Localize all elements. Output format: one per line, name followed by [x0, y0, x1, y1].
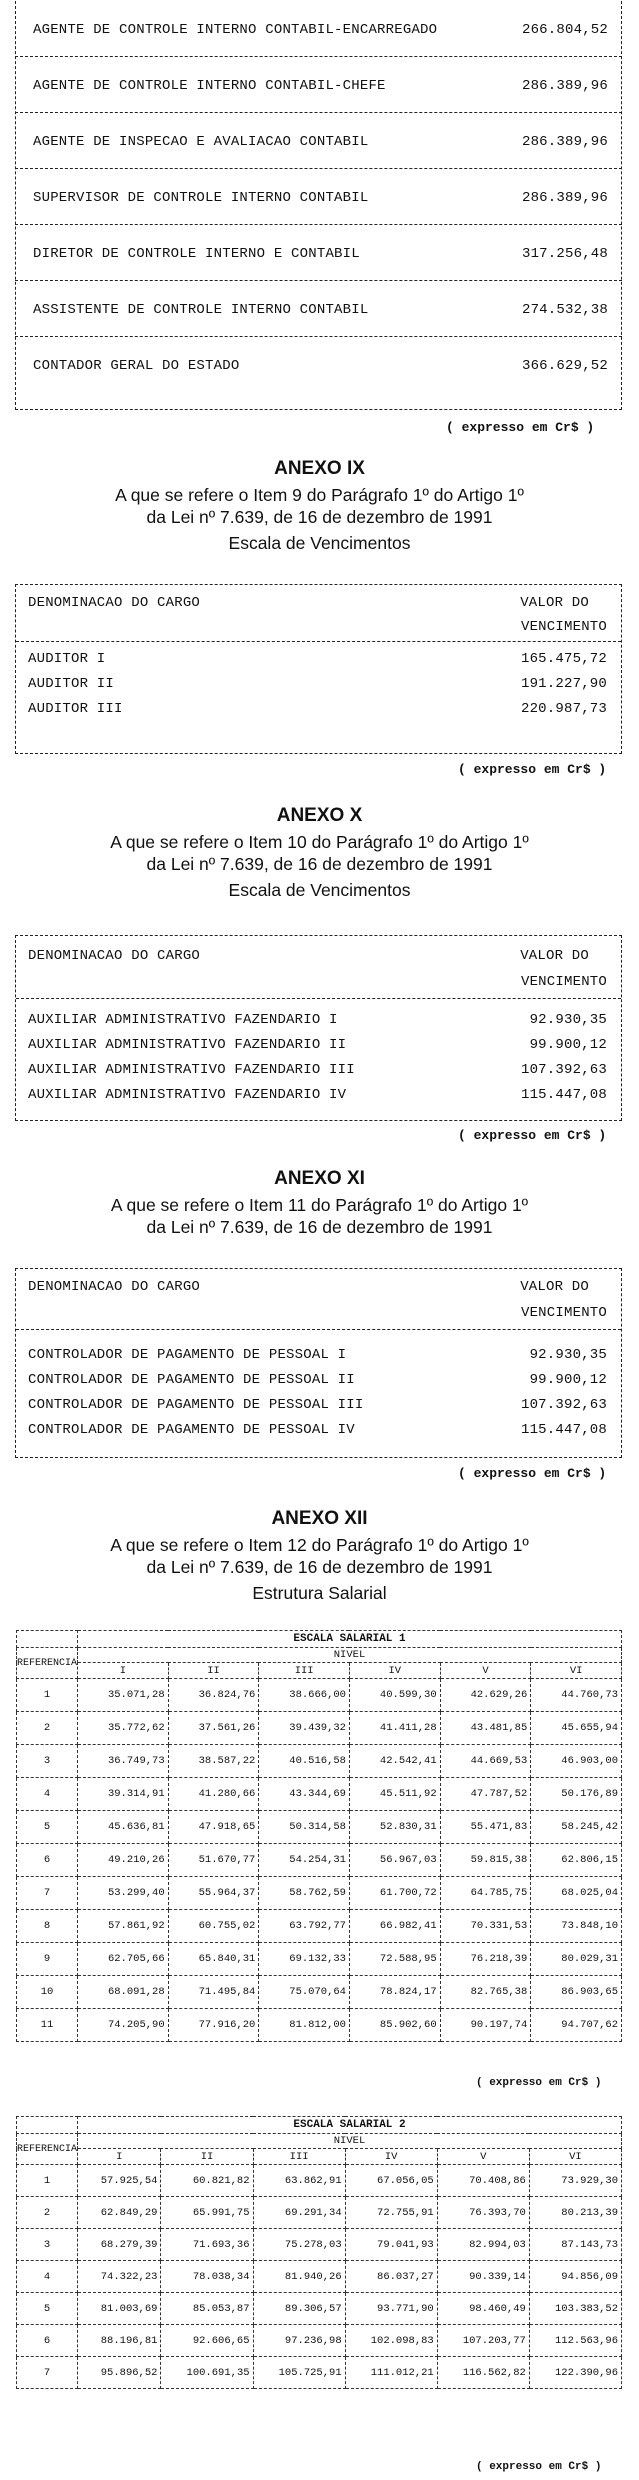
- column-header-cargo: DENOMINACAO DO CARGO: [28, 948, 201, 964]
- salary-cell: 69.291,34: [253, 2197, 345, 2229]
- reference-cell: 2: [17, 1712, 78, 1745]
- column-header-vencimento: VENCIMENTO: [520, 619, 607, 635]
- scale-title: ESCALA SALARIAL 2: [78, 2117, 622, 2134]
- currency-note: ( expresso em Cr$ ): [458, 1466, 607, 1481]
- reference-cell: 8: [17, 1910, 78, 1943]
- salary-cell: 54.254,31: [259, 1844, 350, 1877]
- salary-cell: 94.856,09: [529, 2261, 621, 2293]
- salary-cell: 53.299,40: [78, 1877, 169, 1910]
- reference-cell: 5: [17, 2293, 78, 2325]
- table-row: [17, 1811, 622, 1844]
- cargo-value: 115.447,08: [520, 1422, 607, 1438]
- salary-cell: 103.383,52: [529, 2293, 621, 2325]
- cargo-name: CONTROLADOR DE PAGAMENTO DE PESSOAL III: [28, 1397, 364, 1413]
- salary-cell: 102.098,83: [345, 2325, 437, 2357]
- salary-cell: 87.143,73: [529, 2229, 621, 2261]
- salary-cell: 42.629,26: [440, 1679, 531, 1712]
- salary-cell: 81.812,00: [259, 2009, 350, 2042]
- reference-header: REFERENCIA: [17, 1648, 78, 1679]
- cargo-value: 99.900,12: [529, 1372, 607, 1388]
- salary-cell: 64.785,75: [440, 1877, 531, 1910]
- salary-cell: 105.725,91: [253, 2357, 345, 2389]
- salary-cell: 66.982,41: [349, 1910, 440, 1943]
- salary-cell: 111.012,21: [345, 2357, 437, 2389]
- salary-cell: 43.344,69: [259, 1778, 350, 1811]
- anexo-xii-heading: [0, 1508, 639, 1604]
- level-header: II: [161, 2149, 253, 2165]
- cargo-value: 191.227,90: [520, 676, 607, 692]
- reference-cell: 1: [17, 2165, 78, 2197]
- table-row: [17, 1844, 622, 1877]
- annex-subtitle: Estrutura Salarial: [252, 1583, 387, 1603]
- annex-title: ANEXO XII: [271, 1508, 368, 1529]
- salary-cell: 39.439,32: [259, 1712, 350, 1745]
- salary-cell: 81.003,69: [78, 2293, 161, 2325]
- annex-title: ANEXO X: [276, 805, 363, 826]
- annex-subtitle: Escala de Vencimentos: [228, 533, 411, 553]
- salary-cell: 69.132,33: [259, 1943, 350, 1976]
- salary-cell: 70.408,86: [437, 2165, 529, 2197]
- annex-reference-line: A que se refere o Item 11 do Parágrafo 1º do Artigo 1º: [110, 1195, 529, 1215]
- salary-cell: 79.041,93: [345, 2229, 437, 2261]
- table-row: [17, 2261, 622, 2293]
- salary-cell: 42.542,41: [349, 1745, 440, 1778]
- cargo-name: AGENTE DE CONTROLE INTERNO CONTABIL-CHEFE: [33, 78, 386, 94]
- salary-cell: 65.991,75: [161, 2197, 253, 2229]
- table-row: [17, 1778, 622, 1811]
- annex-law-line: da Lei nº 7.639, de 16 de dezembro de 1991: [146, 1557, 493, 1577]
- salary-cell: 76.218,39: [440, 1943, 531, 1976]
- salary-cell: 93.771,90: [345, 2293, 437, 2325]
- salary-cell: 74.322,23: [78, 2261, 161, 2293]
- annex-reference-line: A que se refere o Item 12 do Parágrafo 1º do Artigo 1º: [110, 1535, 529, 1555]
- header-divider: [16, 998, 621, 999]
- salary-cell: 94.707,62: [531, 2009, 622, 2042]
- cargos-table-rows: [15, 0, 622, 412]
- salary-cell: 72.588,95: [349, 1943, 440, 1976]
- salary-cell: 44.669,53: [440, 1745, 531, 1778]
- cargo-name: AGENTE DE INSPECAO E AVALIACAO CONTABIL: [33, 134, 369, 150]
- salary-cell: 50.176,89: [531, 1778, 622, 1811]
- cargo-name: AUDITOR III: [28, 701, 123, 717]
- cargo-name: SUPERVISOR DE CONTROLE INTERNO CONTABIL: [33, 190, 369, 206]
- cargo-name: AUDITOR I: [28, 651, 106, 667]
- annex-law-line: da Lei nº 7.639, de 16 de dezembro de 1991: [146, 507, 493, 527]
- salary-cell: 82.994,03: [437, 2229, 529, 2261]
- cargo-name: CONTROLADOR DE PAGAMENTO DE PESSOAL I: [28, 1347, 347, 1363]
- salary-cell: 38.587,22: [168, 1745, 259, 1778]
- row-divider: [15, 280, 622, 281]
- cargo-value: 92.930,35: [529, 1012, 607, 1028]
- salary-cell: 116.562,82: [437, 2357, 529, 2389]
- column-header-vencimento: VENCIMENTO: [520, 1305, 607, 1321]
- salary-cell: 40.599,30: [349, 1679, 440, 1712]
- salary-cell: 41.280,66: [168, 1778, 259, 1811]
- row-divider: [15, 112, 622, 113]
- table-row: [17, 2325, 622, 2357]
- salary-cell: 112.563,96: [529, 2325, 621, 2357]
- cargo-value: 274.532,38: [521, 302, 608, 318]
- salary-cell: 57.925,54: [78, 2165, 161, 2197]
- cargo-value: 115.447,08: [520, 1087, 607, 1103]
- cargo-value: 220.987,73: [520, 701, 607, 717]
- header-divider: [16, 641, 621, 642]
- salary-cell: 68.091,28: [78, 1976, 169, 2009]
- cargo-value: 107.392,63: [520, 1062, 607, 1078]
- salary-cell: 100.691,35: [161, 2357, 253, 2389]
- cargo-name: AUXILIAR ADMINISTRATIVO FAZENDARIO III: [28, 1062, 355, 1078]
- cargo-name: AUXILIAR ADMINISTRATIVO FAZENDARIO II: [28, 1037, 347, 1053]
- salary-cell: 74.205,90: [78, 2009, 169, 2042]
- reference-cell: 4: [17, 1778, 78, 1811]
- table-row: [17, 1745, 622, 1778]
- nivel-header: NIVEL: [78, 2134, 622, 2149]
- reference-cell: 4: [17, 2261, 78, 2293]
- salary-cell: 71.693,36: [161, 2229, 253, 2261]
- salary-cell: 62.806,15: [531, 1844, 622, 1877]
- currency-note: ( expresso em Cr$ ): [446, 420, 595, 435]
- cargo-name: AUDITOR II: [28, 676, 115, 692]
- salary-cell: 76.393,70: [437, 2197, 529, 2229]
- salary-cell: 58.762,59: [259, 1877, 350, 1910]
- anexo-ix-table: [15, 584, 622, 754]
- salary-cell: 60.821,82: [161, 2165, 253, 2197]
- annex-reference-line: A que se refere o Item 10 do Parágrafo 1º do Artigo 1º: [110, 832, 529, 852]
- level-header: V: [440, 1663, 531, 1679]
- cargo-name: CONTROLADOR DE PAGAMENTO DE PESSOAL II: [28, 1372, 355, 1388]
- level-header: VI: [531, 1663, 622, 1679]
- cargo-name: AUXILIAR ADMINISTRATIVO FAZENDARIO IV: [28, 1087, 347, 1103]
- reference-cell: 2: [17, 2197, 78, 2229]
- reference-cell: 7: [17, 1877, 78, 1910]
- salary-cell: 68.025,04: [531, 1877, 622, 1910]
- level-header: V: [437, 2149, 529, 2165]
- level-header: III: [259, 1663, 350, 1679]
- salary-cell: 75.070,64: [259, 1976, 350, 2009]
- reference-cell: 5: [17, 1811, 78, 1844]
- salary-cell: 90.197,74: [440, 2009, 531, 2042]
- salary-cell: 40.516,58: [259, 1745, 350, 1778]
- cargo-value: 317.256,48: [521, 246, 608, 262]
- salary-cell: 77.916,20: [168, 2009, 259, 2042]
- row-divider: [15, 56, 622, 57]
- level-header: VI: [529, 2149, 621, 2165]
- salary-cell: 107.203,77: [437, 2325, 529, 2357]
- salary-cell: 36.749,73: [78, 1745, 169, 1778]
- table-row: [17, 2009, 622, 2042]
- salary-cell: 45.636,81: [78, 1811, 169, 1844]
- cargo-name: AGENTE DE CONTROLE INTERNO CONTABIL-ENCARREGADO: [33, 22, 438, 38]
- table-row: [17, 2357, 622, 2389]
- anexo-xi-heading: [0, 1168, 639, 1238]
- column-header-valor: VALOR DO: [520, 595, 589, 611]
- table-row: [17, 2229, 622, 2261]
- annex-law-line: da Lei nº 7.639, de 16 de dezembro de 1991: [146, 1217, 493, 1237]
- salary-cell: 81.940,26: [253, 2261, 345, 2293]
- cargo-name: CONTROLADOR DE PAGAMENTO DE PESSOAL IV: [28, 1422, 355, 1438]
- row-divider: [15, 336, 622, 337]
- salary-cell: 82.765,38: [440, 1976, 531, 2009]
- table-row: [17, 1877, 622, 1910]
- salary-cell: 51.670,77: [168, 1844, 259, 1877]
- salary-cell: 50.314,58: [259, 1811, 350, 1844]
- column-header-valor: VALOR DO: [520, 1279, 589, 1295]
- cargo-name: ASSISTENTE DE CONTROLE INTERNO CONTABIL: [33, 302, 369, 318]
- salary-cell: 35.071,28: [78, 1679, 169, 1712]
- salary-cell: 68.279,39: [78, 2229, 161, 2261]
- salary-cell: 70.331,53: [440, 1910, 531, 1943]
- reference-cell: 3: [17, 2229, 78, 2261]
- salary-cell: 95.896,52: [78, 2357, 161, 2389]
- salary-cell: 60.755,02: [168, 1910, 259, 1943]
- column-header-vencimento: VENCIMENTO: [520, 974, 607, 990]
- reference-header: REFERENCIA: [17, 2134, 78, 2165]
- escala-salarial-1-table: [16, 1630, 622, 2042]
- column-header-cargo: DENOMINACAO DO CARGO: [28, 1279, 201, 1295]
- salary-cell: 85.053,87: [161, 2293, 253, 2325]
- salary-cell: 75.278,03: [253, 2229, 345, 2261]
- table-row: [17, 2197, 622, 2229]
- table-row: [17, 1943, 622, 1976]
- salary-cell: 55.471,83: [440, 1811, 531, 1844]
- cargo-value: 107.392,63: [520, 1397, 607, 1413]
- column-header-valor: VALOR DO: [520, 948, 589, 964]
- salary-cell: 98.460,49: [437, 2293, 529, 2325]
- cargo-value: 286.389,96: [521, 190, 608, 206]
- salary-cell: 38.666,00: [259, 1679, 350, 1712]
- cargo-value: 99.900,12: [529, 1037, 607, 1053]
- table-row: [17, 2165, 622, 2197]
- table-row: [17, 2293, 622, 2325]
- annex-title: ANEXO XI: [274, 1168, 365, 1189]
- salary-cell: 37.561,26: [168, 1712, 259, 1745]
- reference-cell: 3: [17, 1745, 78, 1778]
- reference-cell: 9: [17, 1943, 78, 1976]
- level-header: I: [78, 1663, 169, 1679]
- reference-cell: 7: [17, 2357, 78, 2389]
- table-row: [17, 1679, 622, 1712]
- salary-cell: 90.339,14: [437, 2261, 529, 2293]
- row-divider: [15, 168, 622, 169]
- salary-cell: 47.787,52: [440, 1778, 531, 1811]
- cargo-name: AUXILIAR ADMINISTRATIVO FAZENDARIO I: [28, 1012, 338, 1028]
- anexo-x-table: [15, 935, 622, 1121]
- level-header: IV: [345, 2149, 437, 2165]
- salary-cell: 39.314,91: [78, 1778, 169, 1811]
- annex-reference-line: A que se refere o Item 9 do Parágrafo 1º do Artigo 1º: [115, 485, 524, 505]
- salary-cell: 78.038,34: [161, 2261, 253, 2293]
- salary-cell: 73.848,10: [531, 1910, 622, 1943]
- salary-cell: 89.306,57: [253, 2293, 345, 2325]
- salary-cell: 85.902,60: [349, 2009, 440, 2042]
- salary-cell: 67.056,05: [345, 2165, 437, 2197]
- reference-cell: 10: [17, 1976, 78, 2009]
- nivel-header: NIVEL: [78, 1648, 622, 1663]
- annex-law-line: da Lei nº 7.639, de 16 de dezembro de 1991: [146, 854, 493, 874]
- salary-cell: 88.196,81: [78, 2325, 161, 2357]
- reference-cell: 6: [17, 2325, 78, 2357]
- salary-cell: 80.029,31: [531, 1943, 622, 1976]
- salary-cell: 59.815,38: [440, 1844, 531, 1877]
- salary-cell: 92.606,65: [161, 2325, 253, 2357]
- reference-cell: 6: [17, 1844, 78, 1877]
- salary-cell: 58.245,42: [531, 1811, 622, 1844]
- currency-note: ( expresso em Cr$ ): [476, 2461, 602, 2473]
- currency-note: ( expresso em Cr$ ): [476, 2077, 602, 2089]
- currency-note: ( expresso em Cr$ ): [458, 762, 607, 777]
- salary-cell: 45.511,92: [349, 1778, 440, 1811]
- salary-cell: 49.210,26: [78, 1844, 169, 1877]
- cargo-value: 286.389,96: [521, 134, 608, 150]
- cargo-value: 92.930,35: [529, 1347, 607, 1363]
- annex-title: ANEXO IX: [274, 458, 365, 479]
- anexo-ix-heading: [0, 458, 639, 554]
- salary-cell: 57.861,92: [78, 1910, 169, 1943]
- salary-cell: 35.772,62: [78, 1712, 169, 1745]
- currency-note: ( expresso em Cr$ ): [458, 1128, 607, 1143]
- annex-subtitle: Escala de Vencimentos: [228, 880, 411, 900]
- salary-cell: 41.411,28: [349, 1712, 440, 1745]
- reference-cell: 1: [17, 1679, 78, 1712]
- header-divider: [16, 1329, 621, 1330]
- salary-cell: 86.037,27: [345, 2261, 437, 2293]
- salary-cell: 65.840,31: [168, 1943, 259, 1976]
- table-row: [17, 1976, 622, 2009]
- cargo-value: 286.389,96: [521, 78, 608, 94]
- salary-cell: 122.390,96: [529, 2357, 621, 2389]
- table-row: [17, 1910, 622, 1943]
- level-header: III: [253, 2149, 345, 2165]
- salary-cell: 80.213,39: [529, 2197, 621, 2229]
- salary-cell: 72.755,91: [345, 2197, 437, 2229]
- table-row: [17, 1712, 622, 1745]
- cargo-value: 165.475,72: [520, 651, 607, 667]
- salary-cell: 46.903,00: [531, 1745, 622, 1778]
- reference-cell: 11: [17, 2009, 78, 2042]
- salary-cell: 63.792,77: [259, 1910, 350, 1943]
- anexo-xi-table: [15, 1268, 622, 1458]
- salary-cell: 61.700,72: [349, 1877, 440, 1910]
- salary-cell: 71.495,84: [168, 1976, 259, 2009]
- salary-cell: 47.918,65: [168, 1811, 259, 1844]
- cargo-value: 266.804,52: [521, 22, 608, 38]
- row-divider: [15, 224, 622, 225]
- salary-cell: 55.964,37: [168, 1877, 259, 1910]
- level-header: II: [168, 1663, 259, 1679]
- salary-cell: 62.705,66: [78, 1943, 169, 1976]
- scale-title: ESCALA SALARIAL 1: [78, 1631, 622, 1648]
- salary-cell: 45.655,94: [531, 1712, 622, 1745]
- salary-cell: 36.824,76: [168, 1679, 259, 1712]
- salary-cell: 97.236,98: [253, 2325, 345, 2357]
- salary-cell: 62.849,29: [78, 2197, 161, 2229]
- salary-cell: 73.929,30: [529, 2165, 621, 2197]
- salary-cell: 56.967,03: [349, 1844, 440, 1877]
- escala-salarial-2-table: [16, 2116, 622, 2389]
- cargo-name: CONTADOR GERAL DO ESTADO: [33, 358, 240, 374]
- salary-cell: 43.481,85: [440, 1712, 531, 1745]
- salary-cell: 63.862,91: [253, 2165, 345, 2197]
- cargo-value: 366.629,52: [521, 358, 608, 374]
- anexo-x-heading: [0, 805, 639, 901]
- level-header: I: [78, 2149, 161, 2165]
- level-header: IV: [349, 1663, 440, 1679]
- salary-cell: 52.830,31: [349, 1811, 440, 1844]
- salary-cell: 86.903,65: [531, 1976, 622, 2009]
- cargo-name: DIRETOR DE CONTROLE INTERNO E CONTABIL: [33, 246, 360, 262]
- salary-cell: 78.824,17: [349, 1976, 440, 2009]
- salary-cell: 44.760,73: [531, 1679, 622, 1712]
- column-header-cargo: DENOMINACAO DO CARGO: [28, 595, 201, 611]
